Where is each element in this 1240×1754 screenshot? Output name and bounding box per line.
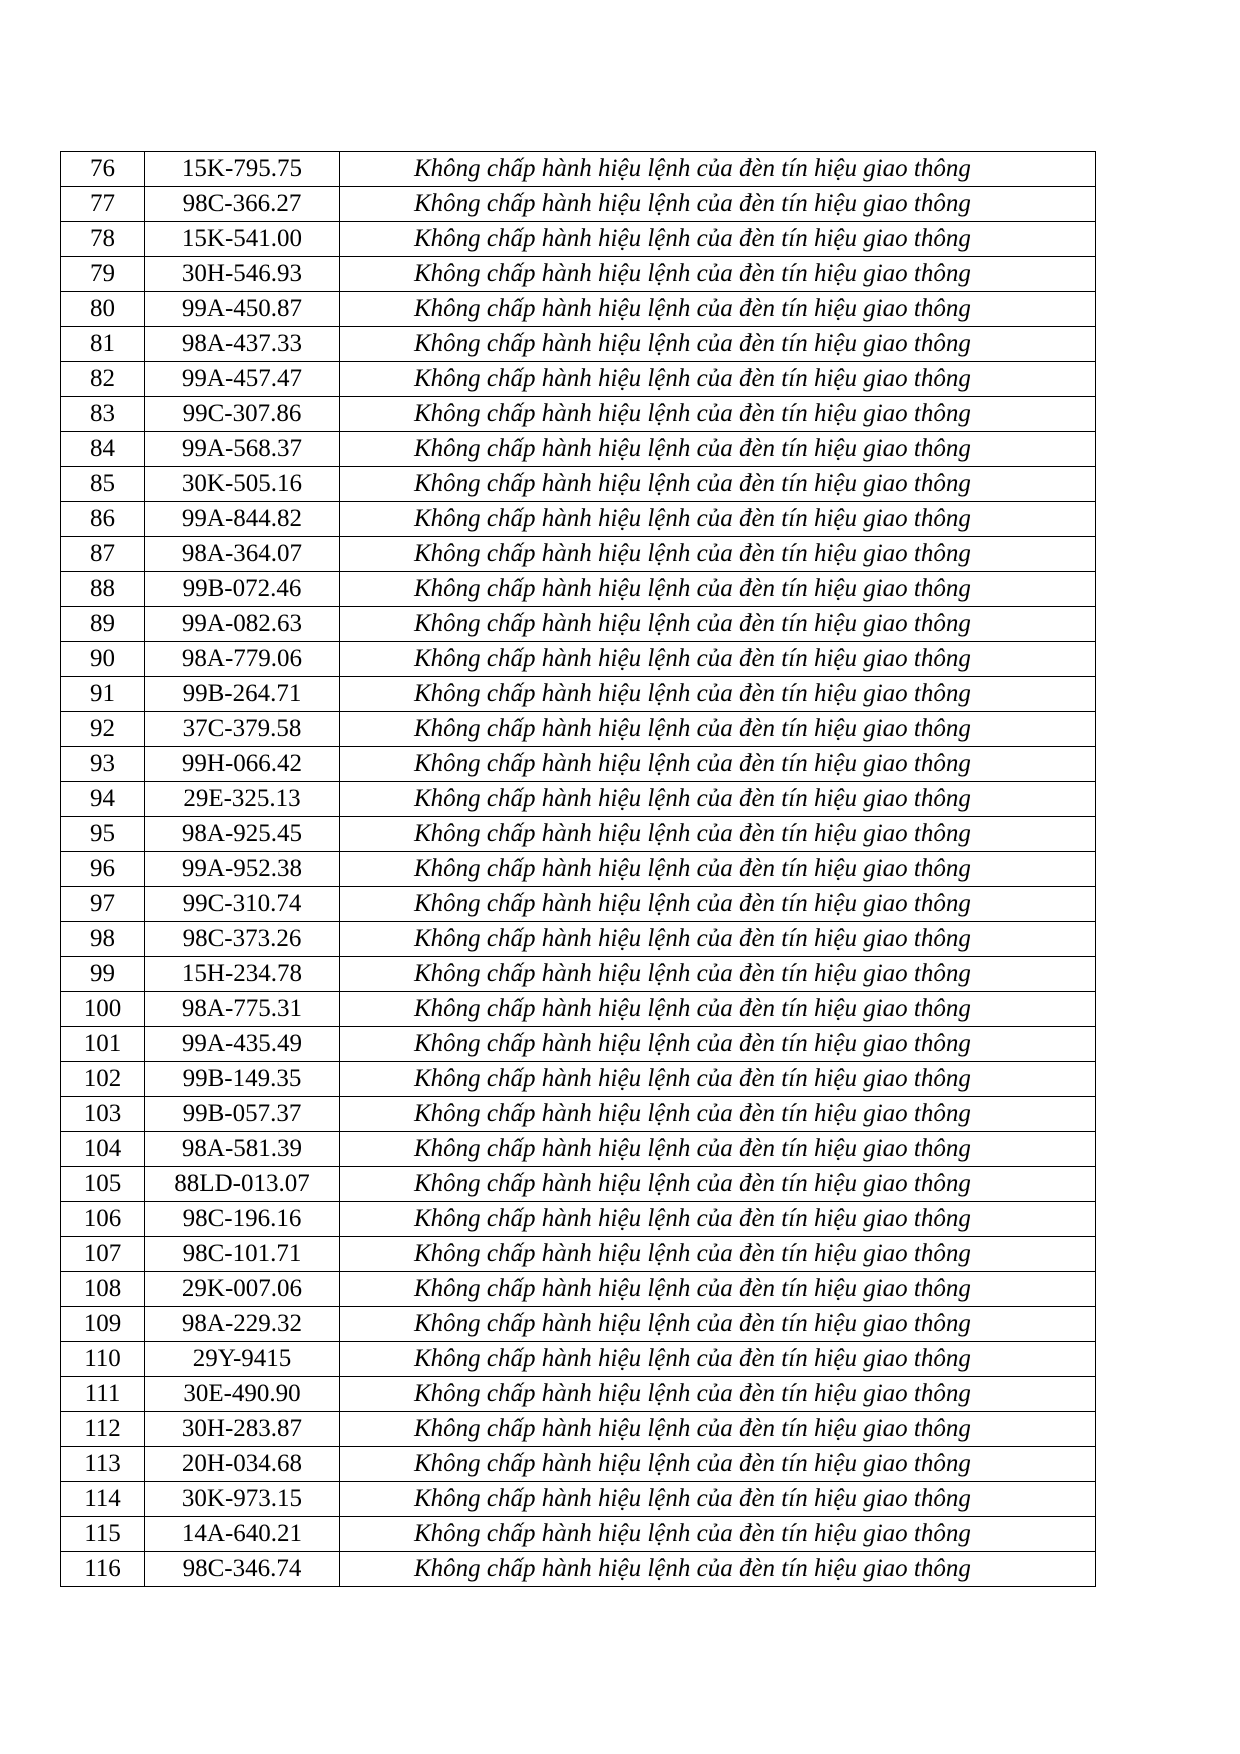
violation-description-cell: Không chấp hành hiệu lệnh của đèn tín hiệu giao thông (340, 852, 1096, 887)
row-number-cell: 86 (61, 502, 145, 537)
row-number-cell: 82 (61, 362, 145, 397)
license-plate-cell: 29E-325.13 (145, 782, 340, 817)
table-row (61, 327, 1096, 362)
license-plate-cell: 99A-450.87 (145, 292, 340, 327)
table-row (61, 257, 1096, 292)
table-row (61, 1517, 1096, 1552)
table-row (61, 677, 1096, 712)
license-plate-cell: 88LD-013.07 (145, 1167, 340, 1202)
row-number-cell: 97 (61, 887, 145, 922)
violation-description-cell: Không chấp hành hiệu lệnh của đèn tín hiệu giao thông (340, 677, 1096, 712)
violation-description-cell: Không chấp hành hiệu lệnh của đèn tín hiệu giao thông (340, 537, 1096, 572)
table-row (61, 362, 1096, 397)
table-row (61, 502, 1096, 537)
table-row (61, 1482, 1096, 1517)
violation-description-cell: Không chấp hành hiệu lệnh của đèn tín hiệu giao thông (340, 1237, 1096, 1272)
violation-description-cell: Không chấp hành hiệu lệnh của đèn tín hiệu giao thông (340, 957, 1096, 992)
row-number-cell: 107 (61, 1237, 145, 1272)
violation-description-cell: Không chấp hành hiệu lệnh của đèn tín hiệu giao thông (340, 187, 1096, 222)
row-number-cell: 104 (61, 1132, 145, 1167)
violation-description-cell: Không chấp hành hiệu lệnh của đèn tín hiệu giao thông (340, 1517, 1096, 1552)
license-plate-cell: 98A-581.39 (145, 1132, 340, 1167)
table-row (61, 1377, 1096, 1412)
row-number-cell: 100 (61, 992, 145, 1027)
row-number-cell: 109 (61, 1307, 145, 1342)
row-number-cell: 76 (61, 152, 145, 187)
table-row (61, 922, 1096, 957)
table-row (61, 1132, 1096, 1167)
violation-description-cell: Không chấp hành hiệu lệnh của đèn tín hiệu giao thông (340, 572, 1096, 607)
license-plate-cell: 98A-229.32 (145, 1307, 340, 1342)
violation-description-cell: Không chấp hành hiệu lệnh của đèn tín hiệu giao thông (340, 992, 1096, 1027)
table-row (61, 1447, 1096, 1482)
license-plate-cell: 98A-437.33 (145, 327, 340, 362)
violation-description-cell: Không chấp hành hiệu lệnh của đèn tín hiệu giao thông (340, 747, 1096, 782)
license-plate-cell: 15K-541.00 (145, 222, 340, 257)
table-row (61, 1062, 1096, 1097)
license-plate-cell: 30H-546.93 (145, 257, 340, 292)
license-plate-cell: 37C-379.58 (145, 712, 340, 747)
license-plate-cell: 30E-490.90 (145, 1377, 340, 1412)
table-row (61, 292, 1096, 327)
violation-description-cell: Không chấp hành hiệu lệnh của đèn tín hiệu giao thông (340, 712, 1096, 747)
violation-description-cell: Không chấp hành hiệu lệnh của đèn tín hiệu giao thông (340, 1027, 1096, 1062)
row-number-cell: 108 (61, 1272, 145, 1307)
license-plate-cell: 99A-844.82 (145, 502, 340, 537)
violation-description-cell: Không chấp hành hiệu lệnh của đèn tín hiệu giao thông (340, 222, 1096, 257)
license-plate-cell: 15H-234.78 (145, 957, 340, 992)
table-row (61, 1342, 1096, 1377)
row-number-cell: 92 (61, 712, 145, 747)
row-number-cell: 96 (61, 852, 145, 887)
license-plate-cell: 99H-066.42 (145, 747, 340, 782)
license-plate-cell: 99A-952.38 (145, 852, 340, 887)
license-plate-cell: 99A-082.63 (145, 607, 340, 642)
license-plate-cell: 98A-364.07 (145, 537, 340, 572)
violations-table (60, 151, 1096, 1587)
row-number-cell: 101 (61, 1027, 145, 1062)
violation-description-cell: Không chấp hành hiệu lệnh của đèn tín hiệu giao thông (340, 327, 1096, 362)
row-number-cell: 90 (61, 642, 145, 677)
table-row (61, 782, 1096, 817)
row-number-cell: 113 (61, 1447, 145, 1482)
license-plate-cell: 14A-640.21 (145, 1517, 340, 1552)
violation-description-cell: Không chấp hành hiệu lệnh của đèn tín hiệu giao thông (340, 607, 1096, 642)
violation-description-cell: Không chấp hành hiệu lệnh của đèn tín hiệu giao thông (340, 1167, 1096, 1202)
table-row (61, 642, 1096, 677)
row-number-cell: 83 (61, 397, 145, 432)
license-plate-cell: 99B-149.35 (145, 1062, 340, 1097)
violation-description-cell: Không chấp hành hiệu lệnh của đèn tín hiệu giao thông (340, 1272, 1096, 1307)
table-row (61, 607, 1096, 642)
license-plate-cell: 98C-101.71 (145, 1237, 340, 1272)
row-number-cell: 99 (61, 957, 145, 992)
row-number-cell: 79 (61, 257, 145, 292)
license-plate-cell: 99A-435.49 (145, 1027, 340, 1062)
row-number-cell: 98 (61, 922, 145, 957)
row-number-cell: 80 (61, 292, 145, 327)
table-row (61, 1097, 1096, 1132)
license-plate-cell: 99A-457.47 (145, 362, 340, 397)
license-plate-cell: 99C-307.86 (145, 397, 340, 432)
violation-description-cell: Không chấp hành hiệu lệnh của đèn tín hiệu giao thông (340, 362, 1096, 397)
violation-description-cell: Không chấp hành hiệu lệnh của đèn tín hiệu giao thông (340, 1412, 1096, 1447)
row-number-cell: 106 (61, 1202, 145, 1237)
violation-description-cell: Không chấp hành hiệu lệnh của đèn tín hiệu giao thông (340, 887, 1096, 922)
license-plate-cell: 99B-072.46 (145, 572, 340, 607)
row-number-cell: 114 (61, 1482, 145, 1517)
table-row (61, 187, 1096, 222)
table-row (61, 1202, 1096, 1237)
violation-description-cell: Không chấp hành hiệu lệnh của đèn tín hiệu giao thông (340, 1482, 1096, 1517)
row-number-cell: 85 (61, 467, 145, 502)
row-number-cell: 115 (61, 1517, 145, 1552)
violation-description-cell: Không chấp hành hiệu lệnh của đèn tín hiệu giao thông (340, 292, 1096, 327)
violation-description-cell: Không chấp hành hiệu lệnh của đèn tín hiệu giao thông (340, 1377, 1096, 1412)
row-number-cell: 95 (61, 817, 145, 852)
license-plate-cell: 98A-775.31 (145, 992, 340, 1027)
violation-description-cell: Không chấp hành hiệu lệnh của đèn tín hiệu giao thông (340, 782, 1096, 817)
table-row (61, 222, 1096, 257)
license-plate-cell: 99B-264.71 (145, 677, 340, 712)
violation-description-cell: Không chấp hành hiệu lệnh của đèn tín hiệu giao thông (340, 257, 1096, 292)
table-row (61, 1027, 1096, 1062)
row-number-cell: 111 (61, 1377, 145, 1412)
license-plate-cell: 98A-925.45 (145, 817, 340, 852)
license-plate-cell: 98A-779.06 (145, 642, 340, 677)
row-number-cell: 88 (61, 572, 145, 607)
violation-description-cell: Không chấp hành hiệu lệnh của đèn tín hiệu giao thông (340, 922, 1096, 957)
table-row (61, 957, 1096, 992)
violation-description-cell: Không chấp hành hiệu lệnh của đèn tín hiệu giao thông (340, 1202, 1096, 1237)
row-number-cell: 84 (61, 432, 145, 467)
violation-description-cell: Không chấp hành hiệu lệnh của đèn tín hiệu giao thông (340, 397, 1096, 432)
row-number-cell: 102 (61, 1062, 145, 1097)
table-row (61, 152, 1096, 187)
row-number-cell: 94 (61, 782, 145, 817)
violation-description-cell: Không chấp hành hiệu lệnh của đèn tín hiệu giao thông (340, 1097, 1096, 1132)
license-plate-cell: 30K-973.15 (145, 1482, 340, 1517)
row-number-cell: 116 (61, 1552, 145, 1587)
license-plate-cell: 29K-007.06 (145, 1272, 340, 1307)
row-number-cell: 81 (61, 327, 145, 362)
violation-description-cell: Không chấp hành hiệu lệnh của đèn tín hiệu giao thông (340, 817, 1096, 852)
license-plate-cell: 99A-568.37 (145, 432, 340, 467)
table-row (61, 887, 1096, 922)
license-plate-cell: 20H-034.68 (145, 1447, 340, 1482)
table-row (61, 572, 1096, 607)
license-plate-cell: 99C-310.74 (145, 887, 340, 922)
violation-description-cell: Không chấp hành hiệu lệnh của đèn tín hiệu giao thông (340, 1062, 1096, 1097)
violation-description-cell: Không chấp hành hiệu lệnh của đèn tín hiệu giao thông (340, 467, 1096, 502)
row-number-cell: 78 (61, 222, 145, 257)
license-plate-cell: 29Y-9415 (145, 1342, 340, 1377)
license-plate-cell: 15K-795.75 (145, 152, 340, 187)
row-number-cell: 105 (61, 1167, 145, 1202)
row-number-cell: 112 (61, 1412, 145, 1447)
row-number-cell: 87 (61, 537, 145, 572)
table-row (61, 1272, 1096, 1307)
row-number-cell: 110 (61, 1342, 145, 1377)
violation-description-cell: Không chấp hành hiệu lệnh của đèn tín hiệu giao thông (340, 1132, 1096, 1167)
table-row (61, 1237, 1096, 1272)
violation-description-cell: Không chấp hành hiệu lệnh của đèn tín hiệu giao thông (340, 642, 1096, 677)
row-number-cell: 103 (61, 1097, 145, 1132)
table-row (61, 1552, 1096, 1587)
violation-description-cell: Không chấp hành hiệu lệnh của đèn tín hiệu giao thông (340, 1307, 1096, 1342)
row-number-cell: 93 (61, 747, 145, 782)
table-row (61, 397, 1096, 432)
row-number-cell: 77 (61, 187, 145, 222)
table-row (61, 537, 1096, 572)
table-row (61, 467, 1096, 502)
table-row (61, 817, 1096, 852)
table-row (61, 1167, 1096, 1202)
license-plate-cell: 98C-346.74 (145, 1552, 340, 1587)
table-row (61, 1307, 1096, 1342)
violation-description-cell: Không chấp hành hiệu lệnh của đèn tín hiệu giao thông (340, 432, 1096, 467)
table-row (61, 1412, 1096, 1447)
table-row (61, 852, 1096, 887)
license-plate-cell: 98C-196.16 (145, 1202, 340, 1237)
row-number-cell: 89 (61, 607, 145, 642)
license-plate-cell: 98C-373.26 (145, 922, 340, 957)
license-plate-cell: 30H-283.87 (145, 1412, 340, 1447)
violations-table-body (61, 152, 1096, 1587)
violation-description-cell: Không chấp hành hiệu lệnh của đèn tín hiệu giao thông (340, 152, 1096, 187)
violation-description-cell: Không chấp hành hiệu lệnh của đèn tín hiệu giao thông (340, 502, 1096, 537)
table-row (61, 747, 1096, 782)
table-row (61, 712, 1096, 747)
license-plate-cell: 99B-057.37 (145, 1097, 340, 1132)
violation-description-cell: Không chấp hành hiệu lệnh của đèn tín hiệu giao thông (340, 1552, 1096, 1587)
license-plate-cell: 98C-366.27 (145, 187, 340, 222)
table-row (61, 992, 1096, 1027)
row-number-cell: 91 (61, 677, 145, 712)
license-plate-cell: 30K-505.16 (145, 467, 340, 502)
violation-description-cell: Không chấp hành hiệu lệnh của đèn tín hiệu giao thông (340, 1342, 1096, 1377)
violation-description-cell: Không chấp hành hiệu lệnh của đèn tín hiệu giao thông (340, 1447, 1096, 1482)
table-row (61, 432, 1096, 467)
